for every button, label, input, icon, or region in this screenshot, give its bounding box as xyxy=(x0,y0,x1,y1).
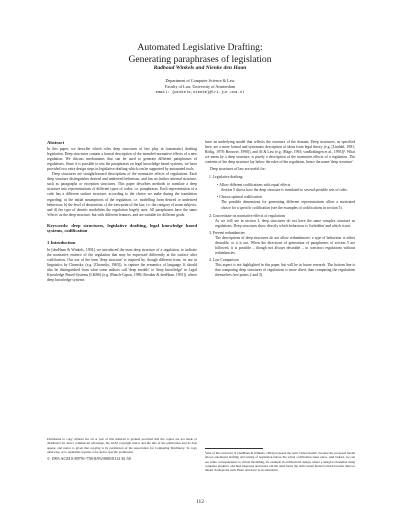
bullet-item xyxy=(209,183,355,193)
list-item-text: As we will see in section 3, deep structures do not have the same complex structure as regulations. Deep structures show directly which behaviour is 'forbidden' and which is not. xyxy=(215,218,355,228)
right-column xyxy=(205,140,355,278)
title-line-1: Automated Legislative Drafting: xyxy=(137,42,263,53)
footnote-separator xyxy=(205,448,263,449)
bullet-label: Allow different codifications with equal effects xyxy=(219,183,291,188)
list-item-label: 4. Law Comparison xyxy=(209,257,239,262)
footnote: ¹One of the reviewers of [denHaan & Winkels, 1994] proposed the term 'virtual model', because the proposed model allows automated drafting and testing of legislation before the actual codification takes place. And indeed, we can see some correspondence to virtual modelling, for example in architectural design, where a design is modelled using computer graphics, and then inspected and tested. On the other hand, the term virtual model is much broader than we intend. Perhaps the term 'Basic structure' is an alternative. xyxy=(205,451,355,473)
list-item-label: 2. Concretizate on normative effects of regulations xyxy=(209,213,286,218)
right-column-lead: Deep structures of law are useful for: xyxy=(210,167,266,172)
bullet-icon: • xyxy=(217,183,220,188)
list-item xyxy=(205,258,355,278)
left-column xyxy=(47,140,197,283)
page-number: 112 xyxy=(196,499,204,505)
bullet-icon: • xyxy=(217,195,220,200)
introduction-paragraph: In [denHaan & Winkels, 1994], we introduced the term deep structure of a regulation, to indicate the normative essence of the regulation that may be expressed differently at the surface after codification. Our use of the term 'deep structure' is inspired by, though different from, its use in linguistics by Chomsky, (e.g. [Chomsky, 1965]), to capture the semantics of language. It should also be distinguished from what some authors call 'deep models' or 'deep knowledge' in Legal Knowledge Based Systems (LKBS) (e.g. [Bench-Capon, 1989; Breuker & denHaan, 1991]), where deep knowledge systems xyxy=(47,247,197,283)
list-item-text: This aspect is not highlighted in this paper, but will be in future research. The bottom line is that comparing deep structures of regulations is more direct than comparing the regulations themselves (see points 2 and 3). xyxy=(215,262,355,278)
footnote-block xyxy=(205,451,355,472)
abstract-paragraph: Deep structures are straightforward descriptions of the normative effects of regulations. Each deep structure distinguishes desired and undesired behaviour, and has no further internal structure, such as paragraphs or exception structures. This paper describes methods to translate a deep structure into representations of different types of codes, i.e. paraphrases. Each representation of a code has a different surface structure, according to the choice we make during the translation regarding: a) the initial assumptions of the regulation, i.e. modelling from desired or undesired behaviour; b) the level of abstraction, c) the viewpoint of the law, i.e. the category of norm subjects, and d) the type of deontic modalities the regulation largely uses. All paraphrases have the same 'effects' as the deep structure, but with different features, and are suitable for different goals. xyxy=(47,172,197,217)
copyright-notice: Permission to copy without fee all or part of this material is granted provided that the copies are not made or distributed for direct commercial advantage, the ACM copyright notice and the title of the publication and its date appear, and notice is given that copying is by permission of the Association for Computing Machinery. To copy otherwise, or to republish, requires a fee and/or specific permission. xyxy=(47,437,197,454)
paper-title xyxy=(0,42,400,66)
copyright-block xyxy=(47,437,197,461)
list-item-text: The descriptions of deep structures do not allow redundancies: a type of behaviour is either desirable, or it is not. When the directions of generation of paraphrases of section 5 are followed, it is possible – though not always desirable – to construct regulations without redundancies. xyxy=(215,235,355,255)
affiliation-line-2: Faculty of Law, University of Amsterdam xyxy=(165,84,235,90)
bullet-text: The possible dimensions for generating different representations allow a motivated choice for a specific codification (see the examples of codifications in section 5). xyxy=(221,200,355,210)
bullet-item xyxy=(209,195,355,210)
list-item xyxy=(205,214,355,229)
title-line-2: Generating paraphrases of legislation xyxy=(128,54,272,65)
list-item xyxy=(205,175,355,210)
abstract-heading: Abstract xyxy=(47,140,65,145)
bullet-label: Choose optimal codification xyxy=(219,195,262,200)
copyright-line: © 1995 ACM 0-89791-758-8/95/0005/0112 $1.50 xyxy=(47,456,131,462)
bullet-text: Section 5 shows how the deep structure is translated to several possible sets of rules. xyxy=(221,188,348,193)
affiliation xyxy=(0,78,400,97)
email-address: email: {winkels,nienke}@lri.jur.uva.nl xyxy=(155,91,245,96)
keywords: Keywords: deep structures, legislative drafting, legal knowledge based systems, codification xyxy=(47,222,197,234)
abstract-paragraph: In this paper, we describe which roles deep structures of law play in (automatic) drafting legislation. Deep structures contain a formal description of the intended normative effects of a new regulation. We discuss mechanisms that can be used to generate different paraphrases of regulations. Since it is possible to test the paraphrases on legal knowledge based systems, we have provided two extra design steps in legislative drafting which can be supported by automated tools. xyxy=(47,147,197,172)
list-item-label: 3. Prevent redundancies xyxy=(209,230,245,235)
list-item-label: 1. Legislative drafting: xyxy=(209,175,244,180)
affiliation-line-1: Department of Computer Science & Law xyxy=(165,78,235,83)
usefulness-list xyxy=(205,175,355,278)
authors: Radboud Winkels and Nienke den Haan xyxy=(153,65,247,71)
right-column-intro: have an underlying model that reflects the structure of the domain. Deep structures, as specified here, are a more formal and systematic description of ideas from legal theory (e.g. [Lindahl, 1981; Rödig, 1978; Brouwer, 1990]), and AI & Law (e.g. [Hage, 1993; vanKralingen et al., 1993])¹. What we mean by a deep structure, is purely a description of the normative effects of a regulation. The contents of the deep structure lay below the rules of the regulation, hence the name 'deep structure'. xyxy=(205,140,355,165)
section-heading-introduction: 1 Introduction xyxy=(47,239,76,245)
list-item xyxy=(205,231,355,256)
